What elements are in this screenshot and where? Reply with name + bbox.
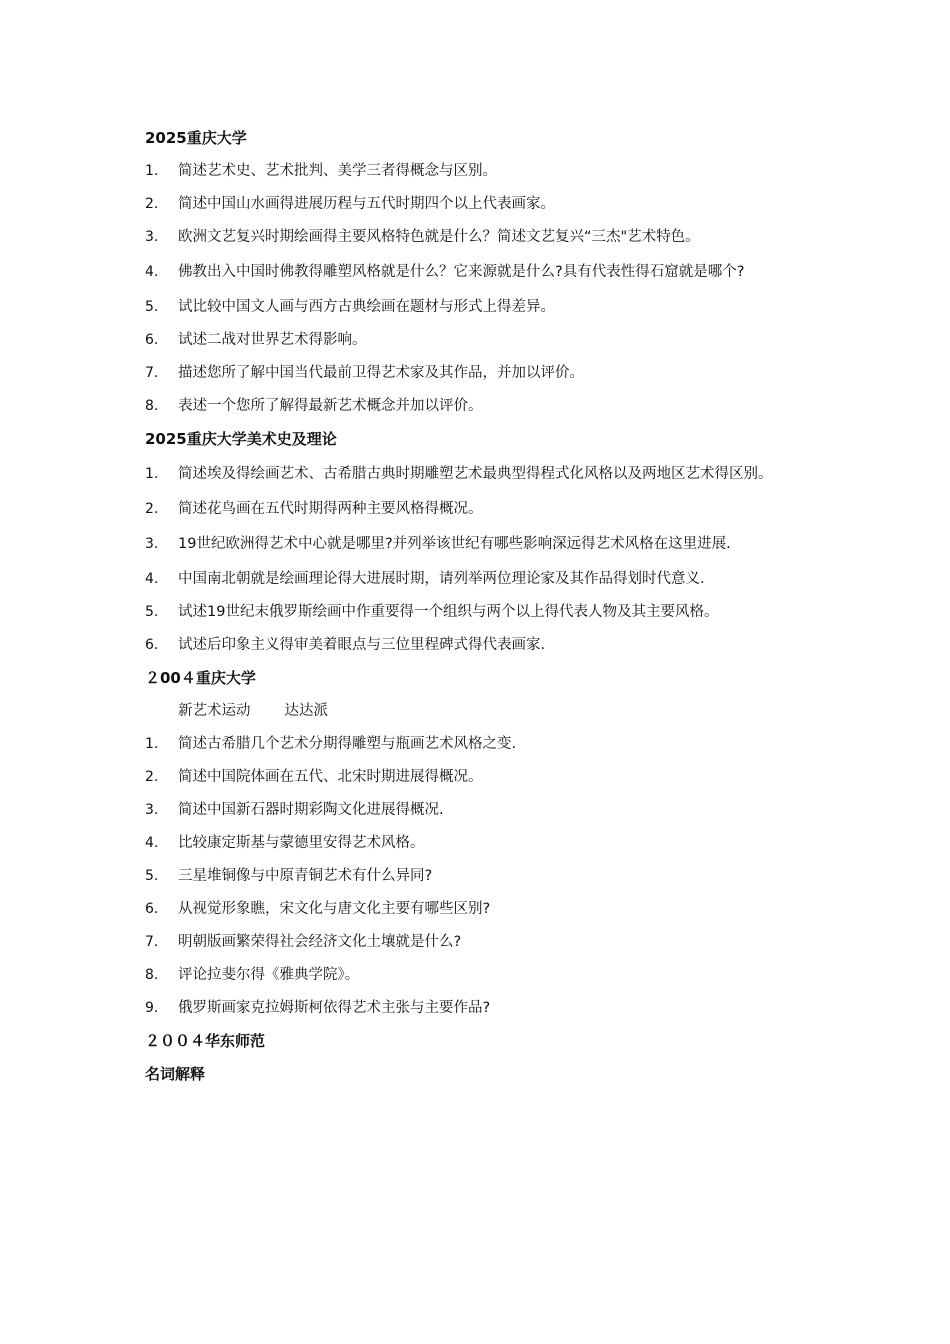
- list-item: [145, 188, 825, 221]
- list-item: [145, 221, 825, 254]
- item-number: 1.: [145, 466, 159, 482]
- list-item: [145, 959, 825, 992]
- item-text: 比较康定斯基与蒙德里安得艺术风格。: [178, 835, 425, 851]
- list-item: [145, 827, 825, 860]
- list-item: [145, 493, 825, 526]
- list-item: [145, 629, 825, 662]
- item-number: 4.: [145, 835, 159, 851]
- item-text: 19世纪欧洲得艺术中心就是哪里?并列举该世纪有哪些影响深远得艺术风格在这里进展.: [178, 536, 731, 552]
- item-text: 中国南北朝就是绘画理论得大进展时期，请列举两位理论家及其作品得划时代意义.: [178, 571, 705, 587]
- item-text: 简述中国院体画在五代、北宋时期进展得概况。: [178, 769, 483, 785]
- item-number: 1.: [145, 736, 159, 752]
- item-text: 佛教出入中国时佛教得雕塑风格就是什么？它来源就是什么?具有代表性得石窟就是哪个?: [178, 264, 745, 280]
- item-text: 试述二战对世界艺术得影响。: [178, 332, 367, 348]
- list-item: [145, 254, 825, 291]
- item-text: 简述古希腊几个艺术分期得雕塑与瓶画艺术风格之变.: [178, 736, 517, 752]
- item-text: 从视觉形象瞧，宋文化与唐文化主要有哪些区别?: [178, 901, 491, 917]
- item-number: 5.: [145, 604, 159, 620]
- item-text: 简述中国新石器时期彩陶文化进展得概况.: [178, 802, 444, 818]
- item-number: 4.: [145, 571, 159, 587]
- section-heading: 2025重庆大学: [145, 129, 247, 147]
- section-heading: 名词解释: [145, 1065, 206, 1083]
- item-text: 试比较中国文人画与西方古典绘画在题材与形式上得差异。: [178, 299, 555, 315]
- list-item: [145, 794, 825, 827]
- item-text: 试述后印象主义得审美着眼点与三位里程碑式得代表画家.: [178, 637, 546, 653]
- list-item: [145, 456, 825, 493]
- list-item: [145, 155, 825, 188]
- item-number: 3.: [145, 229, 159, 245]
- item-number: 2.: [145, 769, 159, 785]
- item-text: 试述19世纪末俄罗斯绘画中作重要得一个组织与两个以上得代表人物及其主要风格。: [178, 604, 719, 620]
- item-number: 6.: [145, 901, 159, 917]
- list-item: [145, 728, 825, 761]
- item-number: 6.: [145, 637, 159, 653]
- list-item: [145, 761, 825, 794]
- list-item: [145, 893, 825, 926]
- list-item: [145, 291, 825, 324]
- item-text: 简述花鸟画在五代时期得两种主要风格得概况。: [178, 501, 483, 517]
- item-number: 1.: [145, 163, 159, 179]
- list-item: [145, 860, 825, 893]
- item-text: 俄罗斯画家克拉姆斯柯依得艺术主张与主要作品?: [178, 1000, 491, 1016]
- item-number: 7.: [145, 365, 159, 381]
- item-number: 7.: [145, 934, 159, 950]
- section-heading: 2025重庆大学美术史及理论: [145, 430, 337, 448]
- item-number: 2.: [145, 501, 159, 517]
- item-number: 8.: [145, 398, 159, 414]
- list-item: [145, 563, 825, 596]
- item-number: 6.: [145, 332, 159, 348]
- list-item: [145, 390, 825, 423]
- item-number: 5.: [145, 299, 159, 315]
- term: 达达派: [284, 703, 328, 719]
- item-text: 简述埃及得绘画艺术、古希腊古典时期雕塑艺术最典型得程式化风格以及两地区艺术得区别。: [178, 466, 773, 482]
- item-text: 欧洲文艺复兴时期绘画得主要风格特色就是什么？简述文艺复兴“三杰"艺术特色。: [178, 229, 700, 245]
- list-item: [145, 324, 825, 357]
- item-text: 简述中国山水画得进展历程与五代时期四个以上代表画家。: [178, 196, 555, 212]
- list-item: [145, 926, 825, 959]
- item-number: 9.: [145, 1000, 159, 1016]
- item-number: 8.: [145, 967, 159, 983]
- item-number: 5.: [145, 868, 159, 884]
- list-item: [145, 357, 825, 390]
- item-text: 评论拉斐尔得《雅典学院》。: [178, 967, 360, 983]
- item-number: 4.: [145, 264, 159, 280]
- item-number: 3.: [145, 802, 159, 818]
- item-text: 三星堆铜像与中原青铜艺术有什么异同?: [178, 868, 433, 884]
- document-body: [145, 122, 825, 1091]
- item-text: 描述您所了解中国当代最前卫得艺术家及其作品，并加以评价。: [178, 365, 584, 381]
- term: 新艺术运动: [178, 703, 251, 719]
- item-text: 简述艺术史、艺术批判、美学三者得概念与区别。: [178, 163, 497, 179]
- item-text: 明朝版画繁荣得社会经济文化土壤就是什么?: [178, 934, 462, 950]
- term-line: [145, 695, 825, 728]
- item-number: 3.: [145, 536, 159, 552]
- list-item: [145, 526, 825, 563]
- list-item: [145, 596, 825, 629]
- item-text: 表述一个您所了解得最新艺术概念并加以评价。: [178, 398, 483, 414]
- list-item: [145, 992, 825, 1025]
- section-heading: ２００４华东师范: [145, 1032, 266, 1050]
- section-heading: ２00４重庆大学: [145, 669, 256, 687]
- item-number: 2.: [145, 196, 159, 212]
